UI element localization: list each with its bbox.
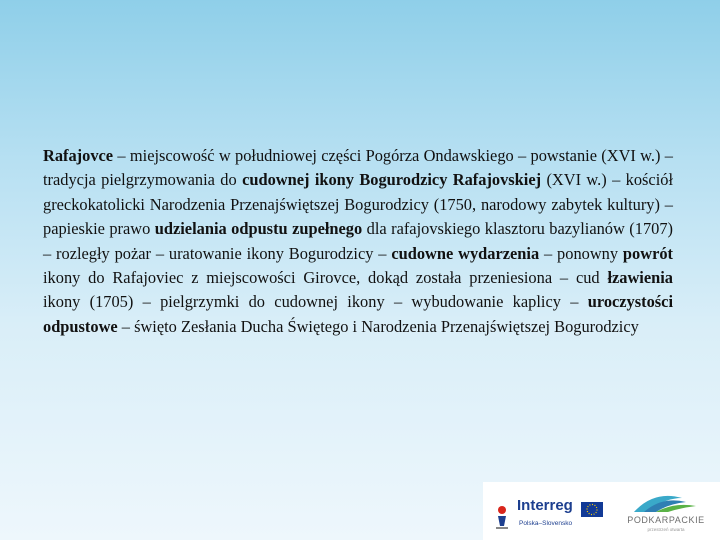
footer-logo-strip: [483, 482, 720, 540]
partner-emblem-icon: [496, 506, 508, 529]
text-segment: – święto Zesłania Ducha Świętego i Narodzenia Przenajświętszej Bogurodzicy: [117, 316, 639, 336]
eu-flag-icon: [581, 502, 603, 517]
region-name: PODKARPACKIE: [627, 515, 705, 525]
emphasis-indulgence: udzielania odpustu zupełnego: [154, 219, 363, 239]
emphasis-return: powrót: [622, 243, 673, 263]
text-segment: – ponowny: [539, 243, 623, 263]
text-segment: dla rafajovskiego klasztoru bazylianów (1707) – rozległy pożar – uratowanie ikony Bogurodzicy –: [43, 219, 673, 263]
town-name: Rafajovce: [43, 146, 114, 165]
emphasis-feast: uroczystości odpustowe: [43, 292, 673, 336]
text-segment: ikony (1705) – pielgrzymki do cudownej ikony – wybudowanie kaplicy –: [43, 292, 588, 312]
region-tagline: przestrzeń otwarta: [647, 527, 685, 532]
text-segment: (XVI w.) – kościół greckokatolicki Narodzenia Przenajświętszej Bogurodzicy (1750, narodowy zabytek kultury) – papieskie prawo: [43, 170, 674, 239]
interreg-name: Interreg: [517, 497, 573, 514]
text-segment: ikony do Rafajoviec z miejscowości Girovce, dokąd została przeniesiona – cud: [43, 268, 608, 288]
interreg-logo: [493, 490, 605, 534]
text-segment: – miejscowość w południowej części Pogórza Ondawskiego – powstanie (XVI w.) – tradycja pielgrzymowania do: [43, 146, 673, 190]
interreg-sub: Polska–Slovensko: [519, 520, 573, 527]
emphasis-icon-name: cudownej ikony Bogurodzicy Rafajovskiej: [242, 170, 542, 190]
emphasis-miracles: cudowne wydarzenia: [391, 243, 540, 263]
mountain-wave-icon: [634, 496, 696, 512]
emphasis-weeping: łzawienia: [607, 268, 673, 288]
podkarpackie-logo: [616, 488, 716, 536]
main-paragraph: [43, 144, 673, 339]
